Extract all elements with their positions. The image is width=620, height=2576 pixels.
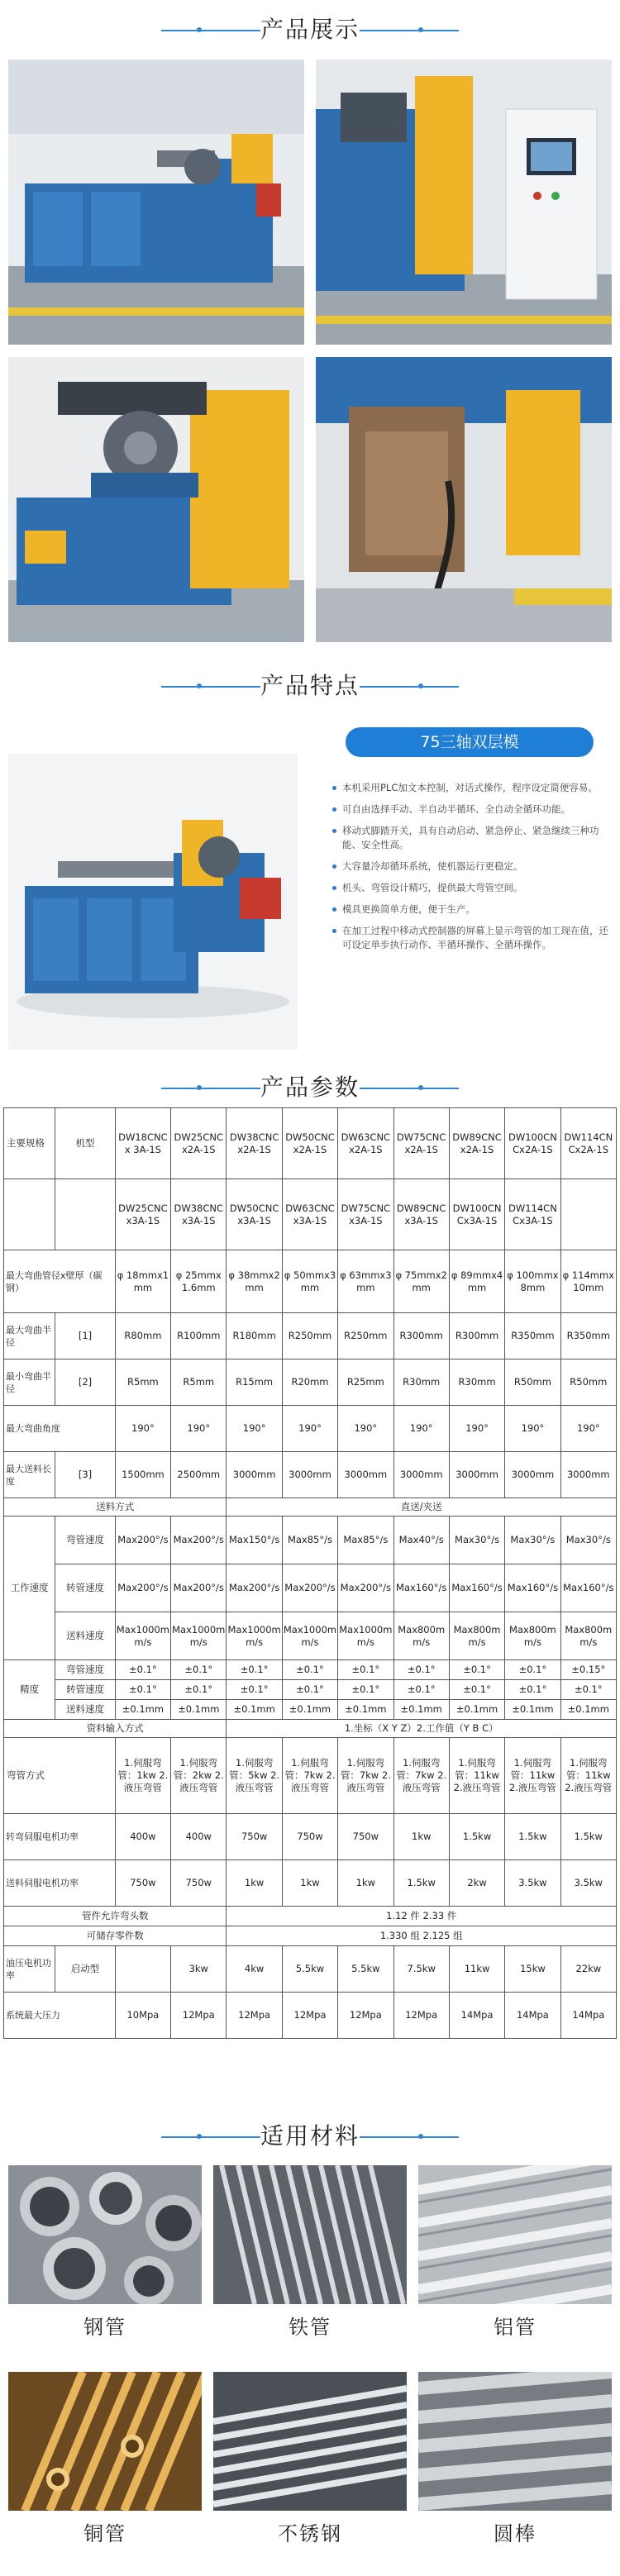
table-cell: R180mm [227,1313,282,1359]
table-cell: 3000mm [338,1452,393,1498]
table-cell: 400w [115,1814,170,1860]
table-cell: 1.伺服弯管：7kw 2.液压弯管 [393,1738,449,1814]
table-cell: φ 50mmx3mm [282,1250,337,1313]
list-item: 可自由选择手动、半自动半循环、全自动全循环功能。 [331,802,612,817]
table-cell: 转弯伺服电机功率 [4,1814,116,1860]
material-copper-pipe [8,2372,202,2546]
table-cell: 12Mpa [338,1993,393,2039]
table-cell: ±0.1mm [227,1700,282,1720]
table-cell: 系统最大压力 [4,1993,116,2039]
table-cell: 750w [282,1814,337,1860]
table-cell: 190° [115,1406,170,1452]
table-cell: φ 89mmx4mm [449,1250,504,1313]
table-cell: 11kw [449,1946,504,1993]
table-cell: DW89CNCx3A-1S [393,1179,449,1250]
table-row [4,1680,617,1700]
table-row [4,1720,617,1738]
material-round-bar [418,2372,612,2546]
section-title-materials: 适用材料 [0,2118,620,2155]
table-cell: 工作速度 [4,1517,55,1660]
table-cell: 190° [393,1406,449,1452]
list-item: 本机采用PLC加文本控制，对话式操作，程序设定简便容易。 [331,781,612,795]
table-cell: Max40°/s [393,1517,449,1564]
table-cell: DW25CNCx2A-1S [171,1108,227,1179]
table-cell [115,1946,170,1993]
table-row [4,1860,617,1907]
table-cell: 3.5kw [505,1860,560,1907]
table-cell: 1.伺服弯管：5kw 2.液压弯管 [227,1738,282,1814]
table-cell: 1.5kw [393,1860,449,1907]
table-cell: 5.5kw [282,1946,337,1993]
machine-photo-1 [8,60,304,345]
table-row [4,1179,617,1250]
table-row [4,1700,617,1720]
table-cell: R250mm [282,1313,337,1359]
table-cell: DW75CNCx3A-1S [338,1179,393,1250]
iron-pipe-image [213,2165,407,2304]
feature-badge: 75三轴双层模 [346,727,594,757]
table-cell: ±0.1° [338,1660,393,1680]
table-cell: 7.5kw [393,1946,449,1993]
table-cell: 190° [171,1406,227,1452]
table-cell: R25mm [338,1359,393,1406]
table-row [4,1564,617,1612]
table-cell: Max800mm/s [449,1612,504,1660]
table-cell: 1kw [282,1860,337,1907]
table-cell: [1] [55,1313,115,1359]
table-cell: 送料速度 [55,1700,115,1720]
table-cell: ±0.1° [560,1680,616,1700]
table-cell: R20mm [282,1359,337,1406]
table-row [4,1313,617,1359]
table-cell: ±0.1° [393,1660,449,1680]
table-cell: ±0.1° [227,1680,282,1700]
table-cell: DW114CNCx2A-1S [560,1108,616,1179]
table-cell: 1.5kw [449,1814,504,1860]
table-cell: R350mm [505,1313,560,1359]
table-cell: Max150°/s [227,1517,282,1564]
table-cell [560,1179,616,1250]
table-cell: 14Mpa [560,1993,616,2039]
table-cell: Max30°/s [560,1517,616,1564]
table-row [4,1993,617,2039]
table-cell: R250mm [338,1313,393,1359]
table-cell: 资料输入方式 [4,1720,227,1738]
table-cell: 最大弯曲管径x壁厚（碳钢） [4,1250,116,1313]
table-cell: 3kw [171,1946,227,1993]
table-cell: 750w [115,1860,170,1907]
table-cell: 转管速度 [55,1680,115,1700]
table-cell: 750w [338,1814,393,1860]
table-cell: Max200°/s [227,1564,282,1612]
table-cell: 转管速度 [55,1564,115,1612]
section-title-display: 产品展示 [0,12,620,48]
machine-photo-3 [8,357,304,642]
table-row [4,1250,617,1313]
table-row [4,1946,617,1993]
aluminum-pipe-image [418,2165,612,2304]
table-row [4,1406,617,1452]
table-cell: 3.5kw [560,1860,616,1907]
table-cell: 190° [227,1406,282,1452]
table-row [4,1498,617,1517]
table-cell: ±0.1mm [171,1700,227,1720]
list-item: 模具更换简单方便，便于生产。 [331,902,612,917]
table-cell: 送料方式 [4,1498,227,1517]
table-cell: 1.330 组 2.125 组 [227,1926,617,1946]
table-cell: R30mm [393,1359,449,1406]
table-cell: ±0.1° [282,1680,337,1700]
table-cell: 190° [449,1406,504,1452]
table-cell: φ 18mmx1mm [115,1250,170,1313]
table-cell: φ 25mmx1.6mm [171,1250,227,1313]
table-cell: 750w [227,1814,282,1860]
table-cell: 直送/夹送 [227,1498,617,1517]
table-cell: 22kw [560,1946,616,1993]
table-cell: ±0.1° [393,1680,449,1700]
table-cell: 190° [282,1406,337,1452]
table-cell: DW114CNCx3A-1S [505,1179,560,1250]
table-cell: 1.5kw [505,1814,560,1860]
table-cell: 1.坐标（X Y Z）2.工作值（Y B C） [227,1720,617,1738]
table-cell: Max30°/s [449,1517,504,1564]
table-cell: DW63CNCx3A-1S [282,1179,337,1250]
table-row [4,1907,617,1926]
table-cell: 1.伺服弯管：11kw 2.液压弯管 [560,1738,616,1814]
table-cell: 最小弯曲半径 [4,1359,55,1406]
table-cell: 14Mpa [449,1993,504,2039]
table-cell: Max85°/s [282,1517,337,1564]
table-cell: DW18CNCx 3A-1S [115,1108,170,1179]
material-steel-pipe [8,2165,202,2340]
table-cell: 3000mm [505,1452,560,1498]
table-cell: Max200°/s [171,1517,227,1564]
table-cell: 油压电机功率 [4,1946,55,1993]
table-cell: 750w [171,1860,227,1907]
table-cell: Max160°/s [560,1564,616,1612]
table-cell: ±0.1° [115,1680,170,1700]
table-cell: R100mm [171,1313,227,1359]
table-cell: 1kw [338,1860,393,1907]
table-cell: 1.12 件 2.33 件 [227,1907,617,1926]
table-cell: DW63CNCx2A-1S [338,1108,393,1179]
table-row [4,1612,617,1660]
table-row [4,1359,617,1406]
table-cell: 1kw [393,1814,449,1860]
table-cell: 12Mpa [282,1993,337,2039]
table-cell: Max1000mm/s [282,1612,337,1660]
table-cell: ±0.1mm [282,1700,337,1720]
table-cell: 14Mpa [505,1993,560,2039]
table-cell: [3] [55,1452,115,1498]
table-cell: R5mm [115,1359,170,1406]
table-row [4,1738,617,1814]
table-cell: DW50CNCx3A-1S [227,1179,282,1250]
table-cell: 1.伺服弯管：11kw 2.液压弯管 [449,1738,504,1814]
table-cell: ±0.1mm [338,1700,393,1720]
section-title-params: 产品参数 [0,1069,620,1106]
table-row [4,1452,617,1498]
table-cell: φ 75mmx2mm [393,1250,449,1313]
table-cell: Max200°/s [115,1564,170,1612]
table-cell: [2] [55,1359,115,1406]
table-cell: DW89CNCx2A-1S [449,1108,504,1179]
material-label: 铝管 [494,2316,537,2339]
steel-pipe-image [8,2165,202,2304]
feature-list [331,781,612,959]
stainless-steel-image [213,2372,407,2511]
table-cell: φ 38mmx2mm [227,1250,282,1313]
table-cell: 190° [505,1406,560,1452]
table-cell: ±0.1° [171,1660,227,1680]
table-cell: R50mm [560,1359,616,1406]
table-cell: ±0.15° [560,1660,616,1680]
table-cell: ±0.1° [505,1680,560,1700]
table-row [4,1814,617,1860]
table-cell: 12Mpa [227,1993,282,2039]
table-cell: Max1000mm/s [171,1612,227,1660]
table-cell: 190° [338,1406,393,1452]
table-cell: Max1000mm/s [115,1612,170,1660]
table-cell: 15kw [505,1946,560,1993]
list-item: 机头、弯管设计精巧，提供最大弯管空间。 [331,881,612,895]
table-cell: 最大弯曲角度 [4,1406,116,1452]
table-cell [4,1179,55,1250]
table-cell: 送料速度 [55,1612,115,1660]
table-cell: Max200°/s [338,1564,393,1612]
table-row [4,1926,617,1946]
table-cell: ±0.1° [338,1680,393,1700]
table-row [4,1660,617,1680]
table-cell: ±0.1° [449,1660,504,1680]
material-label: 钢管 [83,2316,126,2339]
material-stainless-steel [213,2372,407,2546]
table-cell: 190° [560,1406,616,1452]
table-cell: 精度 [4,1660,55,1720]
table-cell: ±0.1mm [115,1700,170,1720]
material-label: 铜管 [83,2522,126,2545]
table-cell: ±0.1mm [449,1700,504,1720]
table-cell: 12Mpa [171,1993,227,2039]
table-cell: R300mm [449,1313,504,1359]
table-cell: Max200°/s [282,1564,337,1612]
table-cell: 最大送料长度 [4,1452,55,1498]
table-cell: 最大弯曲半径 [4,1313,55,1359]
table-cell: Max800mm/s [393,1612,449,1660]
table-cell: 弯管方式 [4,1738,116,1814]
table-cell: R15mm [227,1359,282,1406]
table-cell: ±0.1mm [560,1700,616,1720]
table-cell: Max160°/s [393,1564,449,1612]
table-cell: Max160°/s [449,1564,504,1612]
table-cell: 3000mm [449,1452,504,1498]
feature-machine-photo [8,754,298,1050]
table-cell: 弯管速度 [55,1660,115,1680]
table-cell: DW25CNCx3A-1S [115,1179,170,1250]
table-cell: DW38CNCx2A-1S [227,1108,282,1179]
table-cell: 400w [171,1814,227,1860]
table-cell: 启动型 [55,1946,115,1993]
table-cell: ±0.1° [449,1680,504,1700]
table-cell: 弯管速度 [55,1517,115,1564]
table-cell: R300mm [393,1313,449,1359]
table-cell: 机型 [55,1108,115,1179]
machine-photo-2 [316,60,612,345]
material-aluminum-pipe [418,2165,612,2340]
table-cell: φ 100mmx8mm [505,1250,560,1313]
table-cell: φ 114mmx10mm [560,1250,616,1313]
round-bar-image [418,2372,612,2511]
table-cell: Max800mm/s [560,1612,616,1660]
table-cell: 主要规格 [4,1108,55,1179]
table-cell: Max200°/s [171,1564,227,1612]
table-cell: ±0.1mm [393,1700,449,1720]
table-cell: 1.伺服弯管：7kw 2.液压弯管 [282,1738,337,1814]
table-cell: ±0.1° [227,1660,282,1680]
table-cell: Max85°/s [338,1517,393,1564]
table-cell: R5mm [171,1359,227,1406]
table-cell: DW100CNCx3A-1S [449,1179,504,1250]
table-cell: 3000mm [227,1452,282,1498]
table-cell: ±0.1° [282,1660,337,1680]
table-cell: 5.5kw [338,1946,393,1993]
list-item: 在加工过程中移动式控制器的屏幕上显示弯管的加工现在值，还可设定单步执行动作、半循环操作、全循环操作。 [331,924,612,952]
table-cell: 10Mpa [115,1993,170,2039]
table-cell: 送料伺服电机功率 [4,1860,116,1907]
table-cell: Max1000mm/s [227,1612,282,1660]
table-cell: Max30°/s [505,1517,560,1564]
table-cell: φ 63mmx3mm [338,1250,393,1313]
table-cell: ±0.1° [171,1680,227,1700]
copper-pipe-image [8,2372,202,2511]
table-row [4,1517,617,1564]
table-cell: 1.伺服弯管：11kw 2.液压弯管 [505,1738,560,1814]
table-cell: DW100CNCx2A-1S [505,1108,560,1179]
table-cell: Max200°/s [115,1517,170,1564]
table-cell: 12Mpa [393,1993,449,2039]
table-cell: 可储存零件数 [4,1926,227,1946]
section-title-features: 产品特点 [0,668,620,704]
table-cell [55,1179,115,1250]
machine-photo-4 [316,357,612,642]
table-cell: 1.伺服弯管：2kw 2.液压弯管 [171,1738,227,1814]
material-label: 不锈钢 [278,2522,342,2545]
table-cell: ±0.1mm [505,1700,560,1720]
table-cell: Max1000mm/s [338,1612,393,1660]
table-cell: 4kw [227,1946,282,1993]
table-cell: 1.伺服弯管：7kw 2.液压弯管 [338,1738,393,1814]
table-row [4,1108,617,1179]
table-cell: R30mm [449,1359,504,1406]
table-cell: R350mm [560,1313,616,1359]
table-cell: R50mm [505,1359,560,1406]
table-cell: 3000mm [393,1452,449,1498]
table-cell: Max160°/s [505,1564,560,1612]
table-cell: DW75CNCx2A-1S [393,1108,449,1179]
list-item: 移动式脚踏开关，具有自动启动、紧急停止、紧急继续三种功能、安全性高。 [331,824,612,852]
table-cell: 2kw [449,1860,504,1907]
list-item: 大容量冷却循环系统，使机器运行更稳定。 [331,859,612,874]
material-label: 铁管 [289,2316,331,2339]
table-cell: DW38CNCx3A-1S [171,1179,227,1250]
table-cell: Max800mm/s [505,1612,560,1660]
table-cell: 1.伺服弯管：1kw 2.液压弯管 [115,1738,170,1814]
table-cell: 管件允许弯头数 [4,1907,227,1926]
table-cell: 3000mm [560,1452,616,1498]
material-label: 圆棒 [494,2522,537,2545]
table-cell: 1.5kw [560,1814,616,1860]
table-cell: R80mm [115,1313,170,1359]
table-cell: 3000mm [282,1452,337,1498]
table-cell: DW50CNCx2A-1S [282,1108,337,1179]
table-cell: 1kw [227,1860,282,1907]
table-cell: ±0.1° [115,1660,170,1680]
params-table [3,1107,617,2039]
table-cell: ±0.1° [505,1660,560,1680]
table-cell: 2500mm [171,1452,227,1498]
material-iron-pipe [213,2165,407,2340]
table-cell: 1500mm [115,1452,170,1498]
